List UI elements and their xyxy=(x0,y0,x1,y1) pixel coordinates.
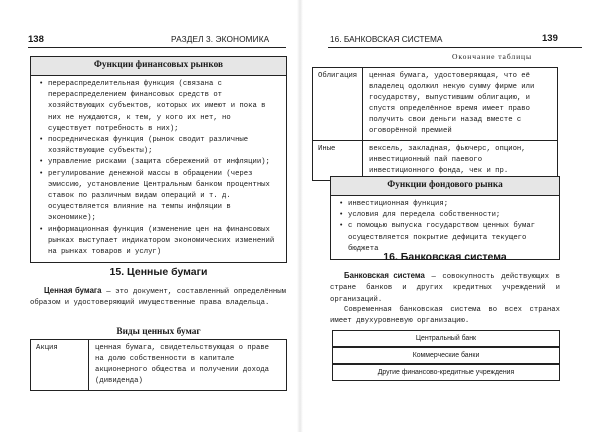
list-item: • перераспределительная функция (связана с перераспределением финансовых средств от хозяйствующих субъектов, которых их имеют и пока в них не нуждаются, к тем, у кого их нет, но существует потребность в них); xyxy=(39,79,278,135)
bank-level-central: Центральный банк xyxy=(332,330,560,347)
securities-types-heading: Виды ценных бумаг xyxy=(116,327,201,337)
list-item: • условия для передела собственности; xyxy=(339,210,551,221)
list-item: • с помощью выпуска государством ценных бумаг осуществляется покрытие дефицита текущего бюджета xyxy=(339,221,551,255)
left-header-rule xyxy=(28,47,286,48)
list-item: • управление рисками (защита сбережений от инфляции); xyxy=(39,157,278,168)
banking-system-definition xyxy=(330,270,560,306)
right-page-number: 139 xyxy=(542,33,558,44)
securities-term: Ценная бумага xyxy=(44,286,102,295)
banking-system-definition-text: — совокупность действующих в стране банков и других кредитных учреждений и организаций. xyxy=(330,273,561,304)
table-continuation-label: Окончание таблицы xyxy=(452,52,533,61)
security-description: ценная бумага, удостоверяющая, что её владелец одолжил некую сумму фирме или государству, выпустившим облигацию, и спустя определённое время имеет право получить свои деньги назад вместе с оговорённой премией xyxy=(363,68,558,141)
securities-definition-text: — это документ, составленный определённым образом и удостоверяющий имущественные права владельца. xyxy=(30,288,286,308)
security-name: Акция xyxy=(31,340,89,391)
bank-level-other: Другие финансово-кредитные учреждения xyxy=(332,364,560,381)
right-running-head xyxy=(330,32,580,46)
section-15-heading: 15. Ценные бумаги xyxy=(109,266,208,278)
right-chapter-title: 16. БАНКОВСКАЯ СИСТЕМА xyxy=(330,34,443,44)
left-page-number: 138 xyxy=(28,34,44,45)
stock-market-functions-list xyxy=(331,196,559,259)
table-row xyxy=(313,68,558,141)
section-16-heading: 16. Банковская система xyxy=(383,251,507,263)
table-row xyxy=(31,340,287,391)
right-header-rule xyxy=(328,47,582,48)
list-item: • регулирование денежной массы в обращении (через эмиссию, установление Центральным банком процентных ставок по различным видам операций и т. д. осуществляется влияние на темпы инфляции в экономике); xyxy=(39,169,278,225)
list-item: • посредническая функция (рынок сводит различные хозяйствующие субъекты); xyxy=(39,135,278,157)
financial-markets-functions-title: Функции финансовых рынков xyxy=(31,57,286,76)
stock-market-functions-title: Функции фондового рынка xyxy=(331,177,559,196)
securities-definition xyxy=(30,285,286,310)
security-description: ценная бумага, свидетельствующая о праве на долю собственности в капитале акционерного общества и получении дохода (дивиденда) xyxy=(89,340,287,391)
stock-market-functions-box xyxy=(330,176,560,260)
bank-level-commercial: Коммерческие банки xyxy=(332,347,560,364)
banking-system-term: Банковская система xyxy=(344,271,425,280)
left-chapter-title: РАЗДЕЛ 3. ЭКОНОМИКА xyxy=(171,34,270,44)
security-name: Иные xyxy=(313,141,363,181)
financial-markets-functions-box xyxy=(30,56,287,263)
financial-markets-functions-list xyxy=(31,76,286,262)
securities-types-table xyxy=(30,339,287,391)
table-row xyxy=(313,141,558,181)
security-description: вексель, закладная, фьючерс, опцион, инвестиционный пай паевого инвестиционного фонда, чек и пр. xyxy=(363,141,558,181)
securities-types-table-continued xyxy=(312,67,558,181)
security-name: Облигация xyxy=(313,68,363,141)
banking-system-paragraph: Современная банковская система во всех странах имеет двухуровневую организацию. xyxy=(330,306,560,326)
list-item: • инвестиционная функция; xyxy=(339,199,551,210)
left-running-head xyxy=(28,32,288,46)
list-item: • информационная функция (изменение цен на финансовых рынках выступает индикатором экономических изменений на рынках товаров и услуг) xyxy=(39,225,278,259)
